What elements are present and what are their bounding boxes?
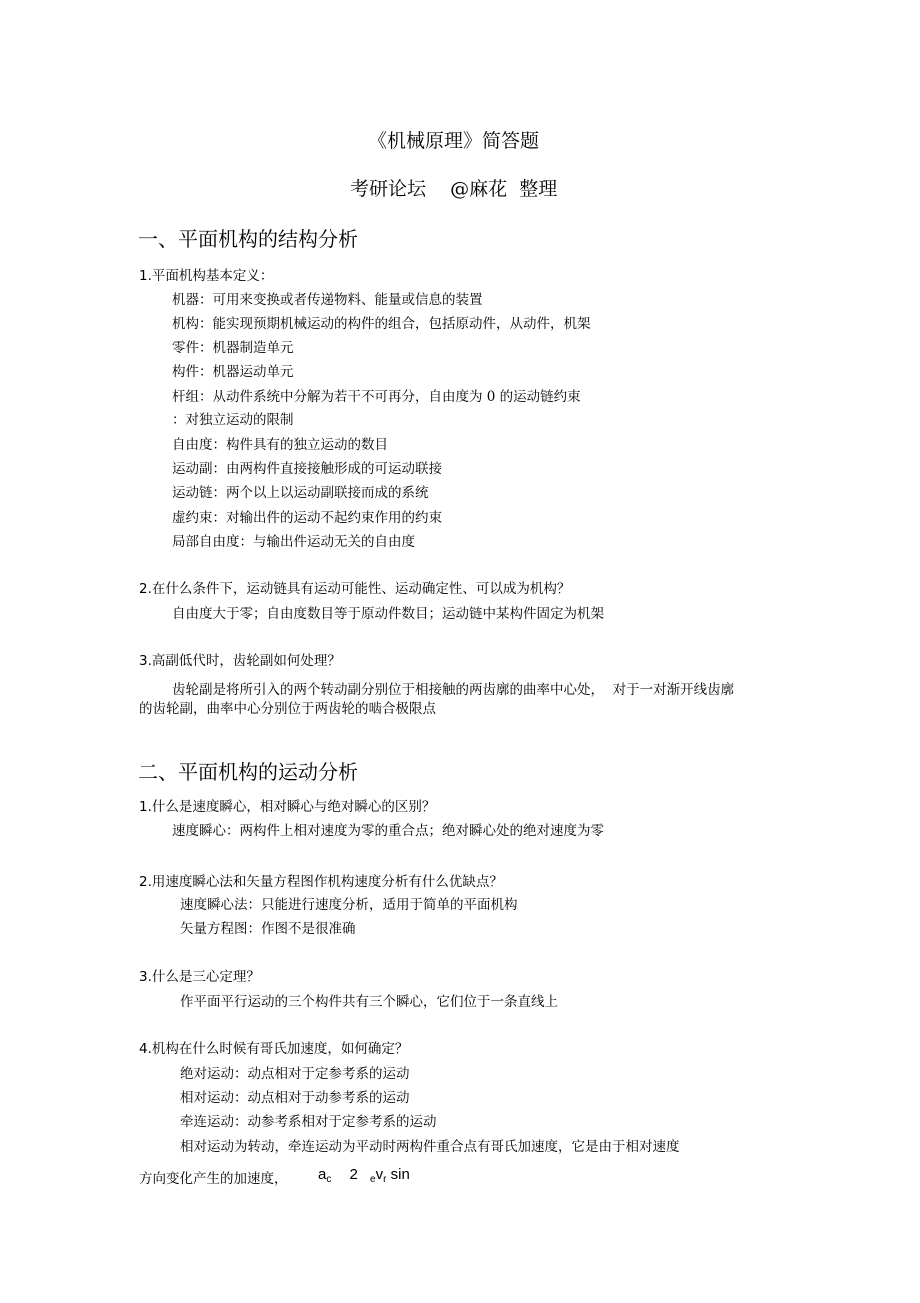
question-1-1: 1.平面机构基本定义：	[139, 268, 274, 284]
answer-2-4-line: 牵连运动：动参考系相对于定参考系的运动	[180, 1114, 437, 1130]
answer-2-4-line: 相对运动为转动，牵连运动为平动时两构件重合点有哥氏加速度，它是由于相对速度	[180, 1139, 680, 1155]
answer-1-3-line-1: 齿轮副是将所引入的两个转动副分别位于相接触的两齿廓的曲率中心处， 对于一对渐开线齿廓	[172, 682, 735, 698]
answer-1-2: 自由度大于零；自由度数目等于原动件数目；运动链中某构件固定为机架	[172, 606, 604, 622]
definition-line: 运动副：由两构件直接接触形成的可运动联接	[172, 461, 442, 477]
definition-line: 虚约束：对输出件的运动不起约束作用的约束	[172, 510, 442, 526]
formula-sub-r: r	[383, 1174, 387, 1185]
definition-line: 杆组：从动件系统中分解为若干不可再分，自由度为 0 的运动链约束	[172, 389, 581, 405]
definition-line: 自由度：构件具有的独立运动的数目	[172, 437, 388, 453]
answer-2-2-line: 速度瞬心法：只能进行速度分析，适用于简单的平面机构	[180, 897, 518, 913]
definition-line: 运动链：两个以上以运动副联接而成的系统	[172, 485, 429, 501]
formula-a: a	[318, 1166, 327, 1183]
question-2-2: 2.用速度瞬心法和矢量方程图作机构速度分析有什么优缺点？	[139, 874, 503, 890]
question-2-4: 4.机构在什么时候有哥氏加速度，如何确定？	[139, 1041, 409, 1057]
answer-2-3: 作平面平行运动的三个构件共有三个瞬心，它们位于一条直线上	[180, 994, 558, 1010]
definition-line: 构件：机器运动单元	[172, 364, 294, 380]
definition-line: 机器：可用来变换或者传递物料、能量或信息的装置	[172, 292, 483, 308]
answer-2-4-line: 相对运动：动点相对于动参考系的运动	[180, 1090, 410, 1106]
formula-sub-c: c	[326, 1174, 332, 1185]
answer-1-3-line-2: 的齿轮副，曲率中心分别位于两齿轮的啮合极限点	[139, 701, 436, 717]
formula-v: v	[375, 1166, 384, 1183]
question-2-3: 3.什么是三心定理？	[139, 969, 260, 985]
section-heading-2: 二、平面机构的运动分析	[138, 760, 358, 784]
answer-2-4-last-line: 方向变化产生的加速度，	[139, 1171, 288, 1187]
answer-2-4-line: 绝对运动：动点相对于定参考系的运动	[180, 1066, 410, 1082]
answer-2-2-line: 矢量方程图：作图不是很准确	[180, 921, 356, 937]
document-subtitle: 考研论坛 @麻花 整理	[350, 178, 558, 200]
question-1-2: 2.在什么条件下，运动链具有运动可能性、运动确定性、可以成为机构？	[139, 581, 571, 597]
definition-line: 零件：机器制造单元	[172, 340, 294, 356]
definition-line: 机构：能实现预期机械运动的构件的组合，包括原动件，从动件，机架	[172, 316, 591, 332]
question-1-3: 3.高副低代时，齿轮副如何处理？	[139, 653, 341, 669]
section-heading-1: 一、平面机构的结构分析	[138, 227, 358, 251]
formula-two: 2	[349, 1166, 358, 1183]
formula-sin: sin	[390, 1166, 410, 1183]
formula-omega-e: e	[370, 1174, 376, 1185]
definition-line: 局部自由度：与输出件运动无关的自由度	[172, 534, 415, 550]
definition-line: ：对独立运动的限制	[172, 412, 294, 428]
document-title: 《机械原理》简答题	[368, 130, 540, 152]
question-2-1: 1.什么是速度瞬心，相对瞬心与绝对瞬心的区别？	[139, 799, 436, 815]
answer-2-1: 速度瞬心：两构件上相对速度为零的重合点；绝对瞬心处的绝对速度为零	[172, 823, 604, 839]
coriolis-formula	[318, 1166, 410, 1185]
